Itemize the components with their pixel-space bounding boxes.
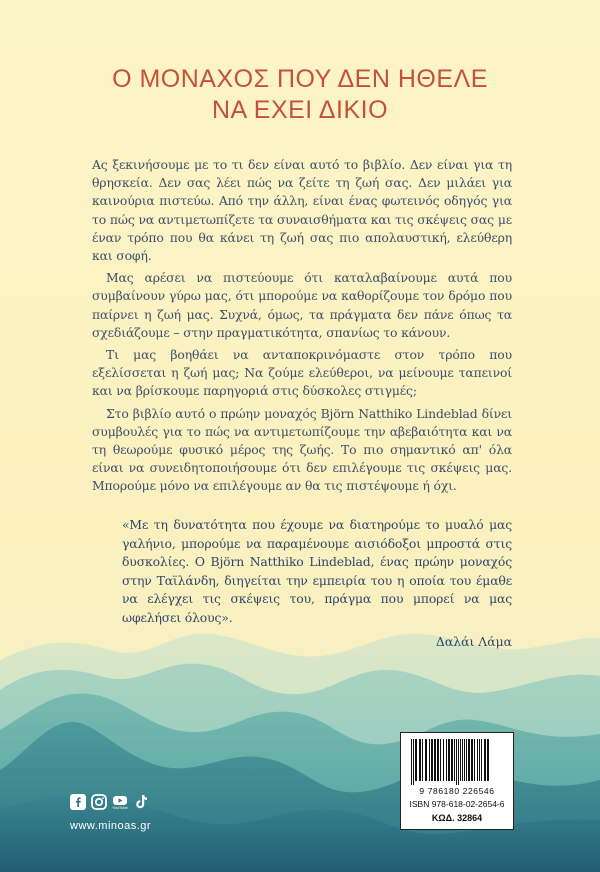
barcode-bar [437, 739, 439, 781]
barcode [409, 739, 505, 785]
youtube-icon[interactable] [112, 794, 128, 810]
barcode-bar [431, 739, 433, 781]
blurb-paragraph-1: Ας ξεκινήσουμε με το τι δεν είναι αυτό το βιβλίο. Δεν είναι για τη θρησκεία. Δεν σας λέει πώς να ζείτε τη ζωή σας. Δεν μιλάει για καινούρια πιστεύω. Από την άλλη, είναι ένας φωτεινός οδηγός για το πώς να αντιμετωπίζετε τα συναισθήματα και τις σκέψεις σας με έναν τρόπο που θα κάνει τη ζωή σας πιο απολαυστική, ελεύθερη και σοφή. [92, 157, 512, 264]
endorsement-quote [122, 516, 512, 628]
facebook-icon[interactable] [70, 794, 86, 810]
title-line-2: ΝΑ ΕΧΕΙ ΔΙΚΙΟ [211, 96, 389, 124]
barcode-bar [425, 739, 427, 781]
barcode-bar [474, 739, 475, 781]
blurb [92, 156, 512, 500]
barcode-bar [456, 739, 457, 785]
barcode-bar [454, 739, 455, 781]
barcode-bar [446, 739, 447, 781]
barcode-bar [411, 739, 412, 785]
barcode-bar [484, 739, 486, 781]
barcode-number: 9 786180 226546 [419, 786, 495, 796]
quote-text: «Με τη δυνατότητα που έχουμε να διατηρούμε το μυαλό μας γαλήνιο, μπορούμε να παραμένουμε αισιόδοξοι μπροστά στις δυσκολίες. Ο Björn Natthiko Lindeblad, ένας πρώην μοναχός στην Ταϊλάνδη, διηγείται την εμπειρία του η οποία του έμαθε να ελέγχει τις σκέψεις του, πράγμα που μπορεί να μας ωφελήσει όλους». [122, 517, 512, 625]
barcode-bar [458, 739, 459, 785]
barcode-bar [481, 739, 482, 781]
barcode-bar [451, 739, 453, 781]
barcode-bar [462, 739, 463, 781]
barcode-bar [471, 739, 473, 781]
barcode-bar [429, 739, 430, 781]
barcode-bar [419, 739, 421, 781]
barcode-bar [468, 739, 470, 781]
barcode-bar [464, 739, 465, 781]
barcode-bar [487, 739, 489, 781]
title-line-1: Ο ΜΟΝΑΧΟΣ ΠΟΥ ΔΕΝ ΗΘΕΛΕ [112, 65, 488, 93]
product-code: ΚΩΔ. 32864 [431, 813, 483, 823]
barcode-bar [466, 739, 467, 781]
barcode-bar [448, 739, 450, 781]
barcode-bar [443, 739, 444, 781]
barcode-bar [415, 739, 417, 781]
barcode-bar [434, 739, 436, 781]
blurb-paragraph-4: Στο βιβλίο αυτό ο πρώην μοναχός Björn Natthiko Lindeblad δίνει συμβουλές για το πώς να αντιμετωπίζουμε την αβεβαιότητα και να τη θεωρούμε φυσικό μέρος της ζωής. Το πιο σημαντικό απ' όλα είναι να συνειδητοποιήσουμε ότι δεν επιλέγουμε τις σκέψεις μας. Μπορούμε μόνο να επιλέγουμε αν θα τις πιστέψουμε ή όχι. [92, 405, 512, 494]
barcode-bar [422, 739, 423, 781]
book-title [40, 64, 560, 126]
blurb-paragraph-3: Τι μας βοηθάει να ανταποκρινόμαστε στον τρόπο που εξελίσσεται η ζωή μας; Να ζούμε ελεύθεροι, να μείνουμε ταπεινοί και να βρίσκουμε παρηγοριά στις δύσκολες στιγμές; [92, 347, 512, 399]
social-icons [70, 794, 149, 810]
barcode-bar [440, 739, 441, 781]
barcode-panel [400, 732, 514, 830]
website-url[interactable]: www.minoas.gr [70, 820, 152, 832]
barcode-bar [460, 739, 461, 781]
instagram-icon[interactable] [91, 794, 107, 810]
blurb-paragraph-2: Μας αρέσει να πιστεύουμε ότι καταλαβαίνουμε αυτά που συμβαίνουν γύρω μας, ότι μπορούμε να καθορίζουμε τον δρόμο που παίρνει η ζωή μας. Συχνά, όμως, τα πράγματα δεν πάνε όπως τα σχεδιάζουμε – στην πραγματικότητα, σπανίως το κάνουν. [92, 270, 512, 340]
isbn: ISBN 978-618-02-2654-6 [409, 799, 505, 809]
barcode-bar [413, 739, 414, 785]
youtube-label: YouTube [112, 805, 128, 810]
quote-author: Δαλάι Λάμα [435, 634, 512, 649]
barcode-bar [477, 739, 478, 781]
barcode-bar [479, 739, 480, 781]
tiktok-icon[interactable] [133, 794, 149, 810]
